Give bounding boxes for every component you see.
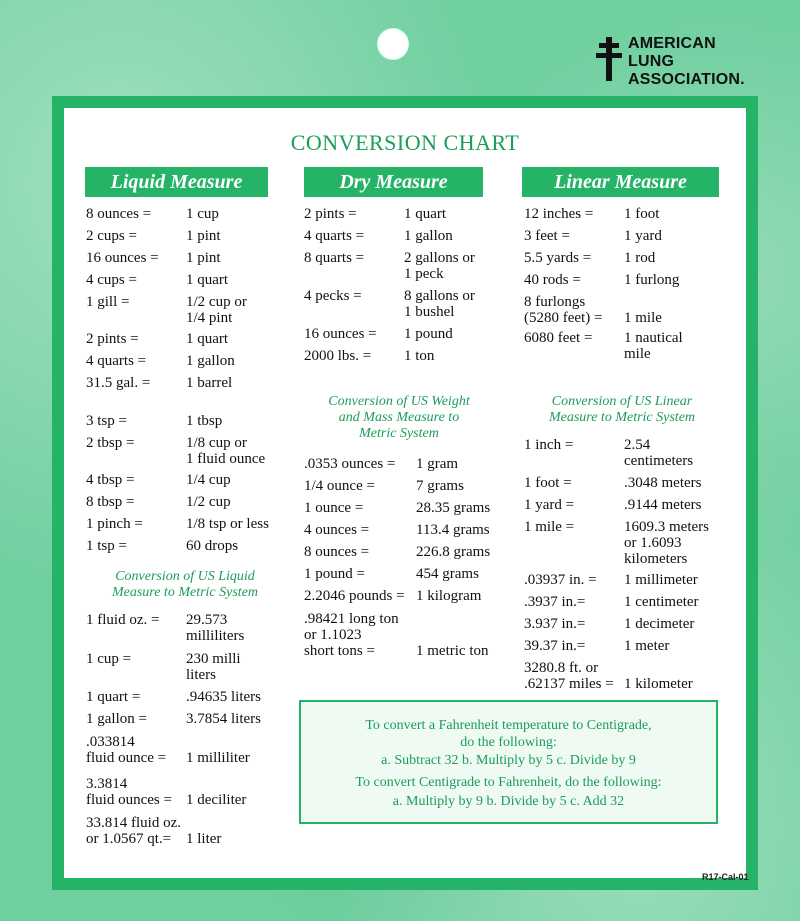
dry-metric-label: 1 pound = [304,566,365,582]
dry-measure-value: 1 gallon [404,228,453,244]
linear-metric-value: or 1.6093 [624,535,682,551]
linear-metric-label: .3937 in.= [524,594,586,610]
dry-measure-label: 8 quarts = [304,250,365,266]
org-name-line2: LUNG [628,53,675,70]
liquid-measure-value: 1/8 tsp or less [186,516,269,532]
dry-metric-value: 113.4 grams [416,522,490,538]
linear-measure-value: 1 nautical [624,330,683,346]
linear-measure-value: mile [624,346,651,362]
dry-measure-label: 2000 lbs. = [304,348,372,364]
temperature-conversion-box [299,700,718,824]
dry-metric-value: 1 kilogram [416,588,482,604]
linear-measure-label: 5.5 yards = [524,250,592,266]
linear-metric-label: 1 inch = [524,437,574,453]
dry-metric-value: 226.8 grams [416,544,491,560]
linear-measure-label: 40 rods = [524,272,581,288]
linear-measure-header: Linear Measure [522,167,719,197]
chart-card [64,108,746,878]
liquid-measure-label: 4 cups = [86,272,137,288]
page-title: CONVERSION CHART [290,130,520,155]
dry-measure-value: 1 pound [404,326,453,342]
liquid-metric-label: 1 quart = [86,689,141,705]
liquid-metric-label: 1 gallon = [86,711,147,727]
liquid-measure-label: 8 ounces = [86,206,152,222]
liquid-measure-value: 1/4 cup [186,472,231,488]
linear-metric-value: 2.54 [624,437,651,453]
linear-measure-label-line: 8 furlongs [524,294,586,310]
liquid-metric-value: 230 milli [186,651,241,667]
linear-metric-value: 1 meter [624,638,670,654]
liquid-measure-label: 2 pints = [86,331,139,347]
liquid-measure-value: 1 pint [186,228,221,244]
liquid-measure-label: 3 tsp = [86,413,127,429]
dry-metric-value: 28.35 grams [416,500,491,516]
linear-metric-value: centimeters [624,453,694,469]
liquid-metric-label: 1 fluid oz. = [86,612,160,628]
linear-metric-label: .03937 in. = [524,572,597,588]
dry-metric-label: short tons = [304,643,375,659]
liquid-measure-value: 1/2 cup or [186,294,247,310]
dry-measure-label: 2 pints = [304,206,357,222]
linear-metric-label: 1 yard = [524,497,575,513]
linear-measure-label: 3 feet = [524,228,570,244]
liquid-metric-label: fluid ounces = [86,792,172,808]
liquid-measure-value: 1/8 cup or [186,435,247,451]
liquid-measure-value: 1 tbsp [186,413,223,429]
linear-metric-value: .3048 meters [624,475,702,491]
liquid-measure-value: 1/2 cup [186,494,231,510]
product-code: R17-Cal-01 [702,872,749,882]
double-cross-icon [596,37,622,81]
linear-metric-title: Conversion of US Linear Measure to Metric System [548,394,696,425]
dry-measure-value: 8 gallons or [404,288,475,304]
linear-measure-label: 12 inches = [524,206,594,222]
liquid-metric-label-line: 33.814 fluid oz. [86,815,181,831]
liquid-measure-label: 1 tsp = [86,538,127,554]
linear-measure-value: 1 rod [624,250,656,266]
linear-metric-label: 39.37 in.= [524,638,586,654]
liquid-measure-value: 1 gallon [186,353,235,369]
hanging-hole [377,28,409,60]
linear-measure-value: 1 yard [624,228,662,244]
dry-metric-value: 454 grams [416,566,479,582]
org-name-line1: AMERICAN [628,35,716,52]
liquid-measure-header: Liquid Measure [85,167,268,197]
liquid-measure-label: 4 quarts = [86,353,147,369]
dry-metric-label: 2.2046 pounds = [304,588,405,604]
linear-measure-value: 1 foot [624,206,660,222]
liquid-metric-value: milliliters [186,628,245,644]
linear-metric-value: 1 centimeter [624,594,699,610]
linear-metric-label-line: 3280.8 ft. or [524,660,599,676]
liquid-measure-value: 1 quart [186,331,229,347]
dry-measure-value: 1 bushel [404,304,455,320]
linear-metric-value: .9144 meters [624,497,702,513]
liquid-metric-label-line: 3.3814 [86,776,128,792]
linear-measure-label: (5280 feet) = [524,310,603,326]
linear-metric-value: kilometers [624,551,688,567]
dry-measure-value: 1 peck [404,266,444,282]
dry-metric-label-line: or 1.1023 [304,627,362,643]
dry-metric-label: 1 ounce = [304,500,364,516]
c-to-f-instruction: To convert Centigrade to Fahrenheit, do the following: [355,775,662,790]
dry-metric-value: 7 grams [416,478,464,494]
dry-metric-label: 4 ounces = [304,522,370,538]
dry-metric-value: 1 gram [416,456,459,472]
f-to-c-steps: a. Subtract 32 b. Multiply by 5 c. Divide by 9 [381,753,636,768]
liquid-metric-label: 1 cup = [86,651,132,667]
dry-measure-label: 16 ounces = [304,326,377,342]
liquid-measure-label: 16 ounces = [86,250,159,266]
weight-metric-title: Conversion of US Weight and Mass Measure to Metric System [328,394,470,441]
liquid-metric-title: Conversion of US Liquid Measure to Metric System [111,569,259,600]
linear-measure-label: 6080 feet = [524,330,593,346]
dry-measure-label: 4 pecks = [304,288,362,304]
linear-metric-label: .62137 miles = [524,676,614,692]
liquid-measure-label: 1 pinch = [86,516,143,532]
dry-metric-label-line: .98421 long ton [304,611,399,627]
liquid-metric-label: fluid ounce = [86,750,167,766]
liquid-measure-label: 2 cups = [86,228,137,244]
dry-measure-header: Dry Measure [304,167,483,197]
f-to-c-instruction: To convert a Fahrenheit temperature to Centigrade, [365,718,652,733]
linear-metric-label: 1 foot = [524,475,572,491]
dry-metric-value: 1 metric ton [416,643,489,659]
liquid-metric-value: 1 liter [186,831,222,847]
liquid-metric-value: 1 deciliter [186,792,247,808]
dry-measure-value: 1 ton [404,348,435,364]
dry-metric-label: .0353 ounces = [304,456,396,472]
linear-measure-value: 1 furlong [624,272,680,288]
liquid-metric-value: 3.7854 liters [186,711,261,727]
linear-measure-value: 1 mile [624,310,662,326]
liquid-metric-value: liters [186,667,216,683]
liquid-measure-value: 1 fluid ounce [186,451,266,467]
dry-metric-label: 8 ounces = [304,544,370,560]
liquid-measure-value: 1 quart [186,272,229,288]
liquid-measure-value: 1/4 pint [186,310,233,326]
chart-frame [52,96,758,890]
liquid-measure-label: 8 tbsp = [86,494,135,510]
american-lung-association-logo [596,35,745,89]
liquid-measure-label: 4 tbsp = [86,472,135,488]
liquid-measure-value: 60 drops [186,538,239,554]
linear-metric-value: 1 millimeter [624,572,698,588]
liquid-metric-value: 1 milliliter [186,750,250,766]
liquid-metric-label-line: .033814 [86,734,135,750]
liquid-measure-label: 1 gill = [86,294,130,310]
liquid-metric-value: 29.573 [186,612,228,628]
liquid-measure-value: 1 pint [186,250,221,266]
liquid-measure-label: 31.5 gal. = [86,375,151,391]
dry-measure-label: 4 quarts = [304,228,365,244]
liquid-measure-value: 1 barrel [186,375,233,391]
dry-metric-label: 1/4 ounce = [304,478,375,494]
linear-metric-label: 3.937 in.= [524,616,586,632]
linear-metric-value: 1 kilometer [624,676,693,692]
liquid-measure-label: 2 tbsp = [86,435,135,451]
liquid-metric-label: or 1.0567 qt.= [86,831,172,847]
dry-measure-value: 1 quart [404,206,447,222]
org-name-line3: ASSOCIATION. [628,71,745,88]
dry-measure-value: 2 gallons or [404,250,475,266]
linear-metric-label: 1 mile = [524,519,575,535]
linear-metric-value: 1 decimeter [624,616,695,632]
f-to-c-instruction-2: do the following: [460,735,557,750]
liquid-metric-value: .94635 liters [186,689,261,705]
liquid-measure-value: 1 cup [186,206,219,222]
c-to-f-steps: a. Multiply by 9 b. Divide by 5 c. Add 32 [392,794,625,809]
linear-metric-value: 1609.3 meters [624,519,709,535]
